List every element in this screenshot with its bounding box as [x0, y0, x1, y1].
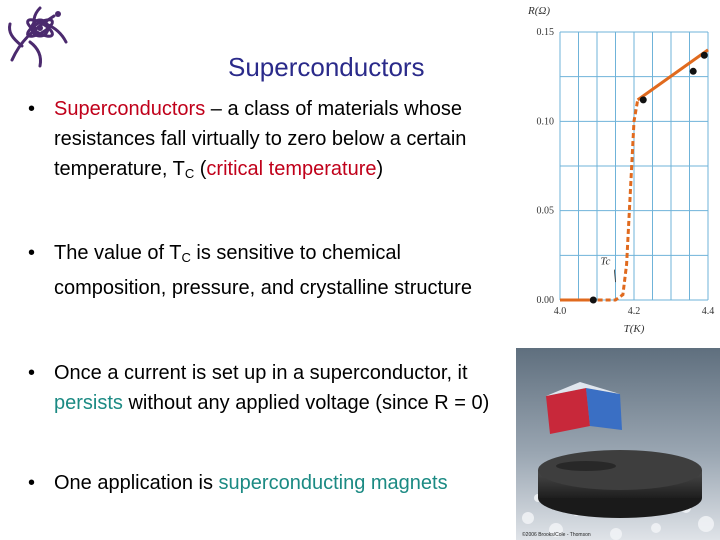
y-tick-label: 0.00: [536, 295, 554, 306]
slide-title: Superconductors: [228, 52, 425, 82]
bullet-text-segment: critical temperature: [206, 158, 377, 180]
y-tick-label: 0.05: [536, 205, 554, 217]
levitating-magnet-photo: [516, 348, 720, 540]
university-logo: [2, 2, 72, 72]
bullet-text-segment: (: [194, 158, 207, 180]
bullet-text-segment: superconducting magnets: [218, 472, 448, 494]
bullet-text-segment: persists: [54, 392, 123, 414]
bullet-text-segment: C: [184, 166, 195, 181]
y-tick-label: 0.15: [536, 27, 554, 38]
bullet-dot: •: [28, 362, 36, 384]
bullet-text-segment: One application is: [54, 472, 219, 494]
data-point: [701, 52, 708, 59]
bullet-text-segment: is sensitive to chemical composition, pressure, and crystalline structure: [54, 242, 472, 299]
photo-caption: ©2006 Brooks/Cole - Thomson: [522, 532, 591, 538]
bullet-text-segment: without any applied voltage (since R = 0): [122, 392, 490, 414]
bullet-item: [28, 238, 508, 303]
x-tick-label: 4.4: [701, 306, 715, 317]
x-axis-label: T(K): [623, 323, 645, 335]
bullet-dot: •: [28, 98, 36, 120]
bullet-item: [28, 94, 508, 189]
resistance-temperature-chart: [512, 0, 720, 340]
bullet-item: [28, 358, 508, 418]
bullet-text-segment: ): [376, 158, 384, 180]
bullet-text: [54, 468, 508, 498]
bullet-text-segment: C: [181, 250, 191, 265]
bullet-text: [54, 238, 508, 303]
data-point: [590, 297, 597, 304]
bullet-text-segment: Once a current is set up in a superconductor, it: [54, 362, 468, 384]
bullet-text-segment: The value of T: [54, 242, 182, 264]
bullet-text: [54, 94, 508, 189]
bullet-text-segment: – a class of materials whose resistances fall virtually to zero below a certain temperature, T: [54, 98, 467, 180]
bullet-dot: •: [28, 472, 36, 494]
data-point: [690, 68, 697, 75]
x-tick-label: 4.0: [553, 306, 567, 317]
data-line-solid: [638, 50, 708, 100]
x-tick-label: 4.2: [627, 306, 641, 317]
bullet-text: [54, 358, 508, 418]
y-axis-label: R(Ω): [528, 5, 550, 17]
bullet-item: [28, 468, 508, 498]
tc-annotation: Tc: [600, 255, 611, 268]
bullet-dot: •: [28, 242, 36, 264]
bullet-text-segment: Superconductors: [54, 98, 206, 120]
y-tick-label: 0.10: [536, 116, 554, 128]
data-point: [640, 96, 647, 103]
